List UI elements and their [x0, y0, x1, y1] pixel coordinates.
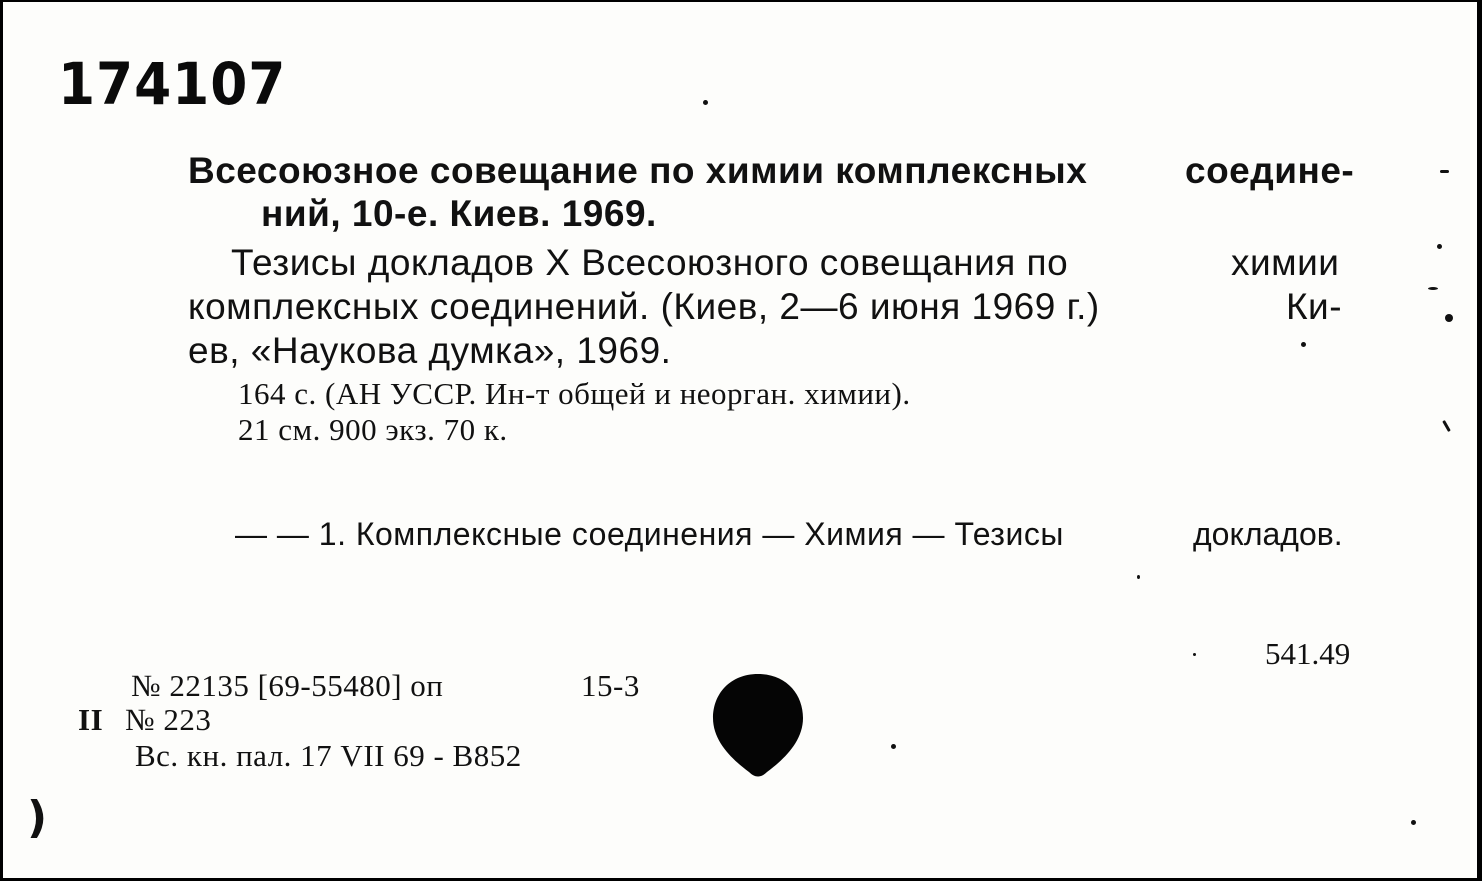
speck [1437, 244, 1442, 249]
heading-line-1-end: соедине- [1185, 150, 1355, 191]
record-line-2: № 223 [125, 702, 212, 737]
speck [1137, 575, 1140, 579]
body-line-3: ев, «Наукова думка», 1969. [188, 330, 672, 371]
record-line-2-mark: II [78, 702, 104, 737]
speck [1440, 170, 1449, 173]
record-line-1-end: 15-3 [581, 668, 640, 703]
catalog-card [3, 2, 1477, 878]
subject-line: — — 1. Комплексные соединения — Химия — Тезисы [235, 516, 1064, 552]
handwritten-id: 174107 [58, 50, 287, 118]
speck [1301, 342, 1306, 347]
record-line-1: № 22135 [69-55480] оп [131, 668, 444, 703]
speck [1428, 287, 1438, 290]
speck [891, 744, 896, 749]
speck [1445, 314, 1453, 322]
subject-line-end: докладов. [1193, 516, 1343, 552]
paren-mark: ) [27, 792, 48, 843]
speck [703, 100, 708, 105]
speck [1411, 820, 1416, 825]
body-line-1-end: химии [1231, 242, 1340, 283]
heading-line-1: Всесоюзное совещание по химии комплексных [188, 150, 1088, 191]
description-line-1: 164 с. (АН УССР. Ин-т общей и неорган. химии). [238, 376, 911, 411]
record-line-3: Вс. кн. пал. 17 VII 69 - В852 [135, 738, 522, 773]
body-line-2: комплексных соединений. (Киев, 2—6 июня 1969 г.) [188, 286, 1100, 327]
class-number: 541.49 [1265, 636, 1351, 671]
heading-line-2: ний, 10-е. Киев. 1969. [261, 193, 657, 234]
body-line-2-end: Ки- [1286, 286, 1343, 327]
speck [1193, 653, 1196, 656]
speck [1442, 420, 1451, 432]
punch-hole [711, 672, 805, 780]
body-line-1: Тезисы докладов X Всесоюзного совещания по [231, 242, 1069, 283]
description-line-2: 21 см. 900 экз. 70 к. [238, 412, 508, 447]
